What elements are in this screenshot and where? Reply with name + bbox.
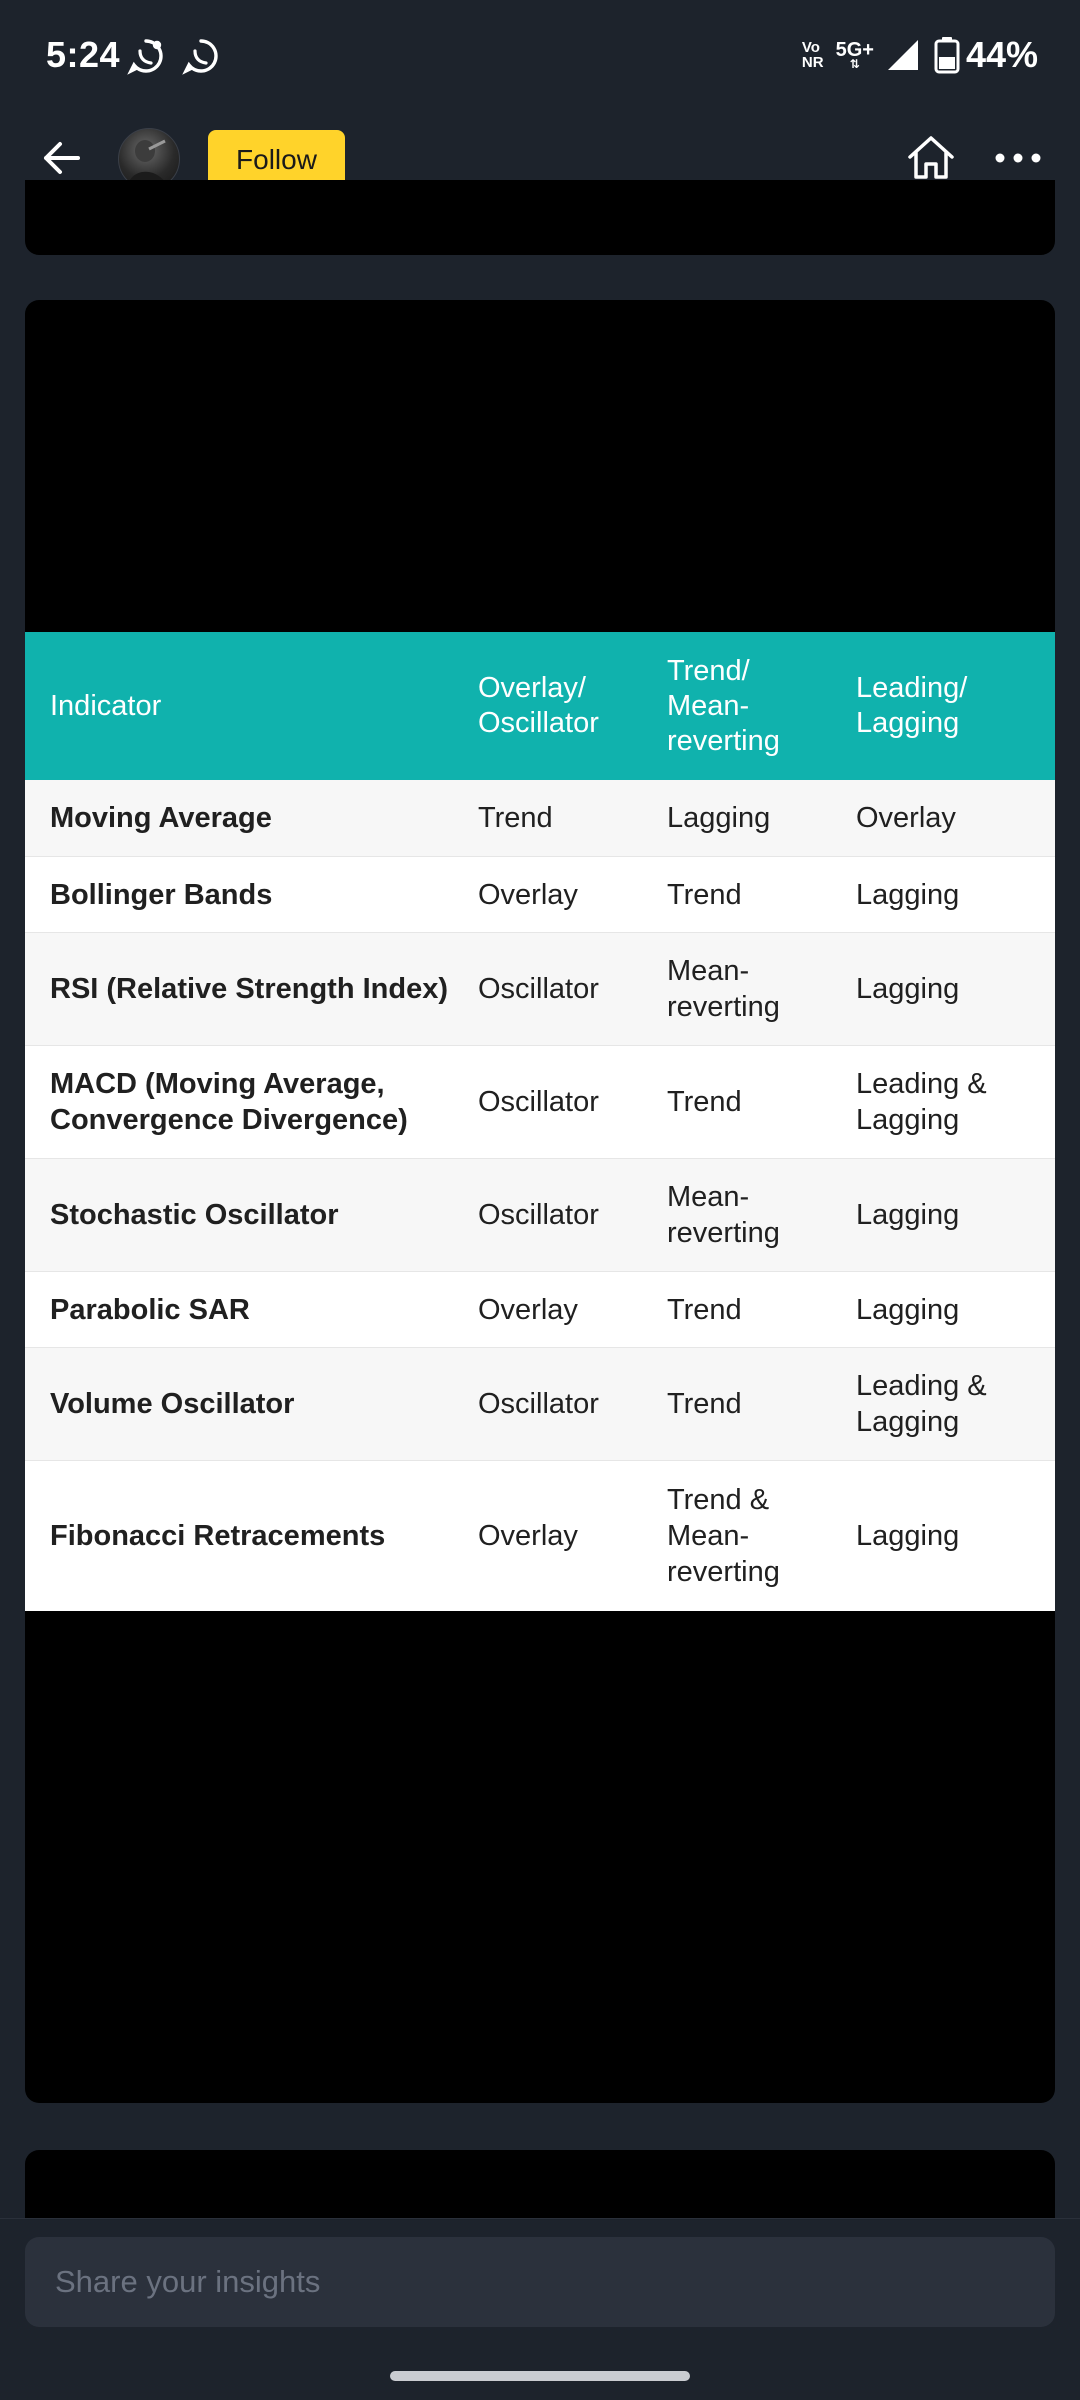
indicator-table-image	[25, 632, 1055, 1611]
table-cell: Leading & Lagging	[856, 1068, 987, 1136]
table-cell: MACD (Moving Average, Convergence Divergence)	[50, 1068, 408, 1136]
table-cell: Lagging	[856, 1520, 960, 1552]
volte-indicator: Vo NR	[801, 39, 824, 71]
table-cell: Mean- reverting	[667, 1181, 780, 1249]
table-cell: Mean- reverting	[667, 955, 780, 1023]
table-header	[25, 632, 1055, 780]
share-insights-input[interactable]	[25, 2237, 1055, 2327]
table-cell: Overlay	[478, 1293, 578, 1326]
status-time: 5:24	[46, 34, 121, 75]
table-cell: Trend	[667, 1388, 742, 1420]
table-header-cell: Leading/ Lagging	[856, 672, 968, 739]
table-row	[25, 857, 1055, 932]
table-cell: Oscillator	[478, 973, 599, 1005]
more-horizontal-icon[interactable]	[992, 140, 1044, 176]
status-bar	[0, 0, 1080, 110]
table-cell: Overlay	[478, 1520, 578, 1552]
table-row	[25, 1046, 1055, 1158]
table-row	[25, 1272, 1055, 1347]
table-cell: Lagging	[856, 878, 960, 911]
table-cell: Trend	[667, 1293, 742, 1326]
table-row	[25, 1348, 1055, 1460]
table-row	[25, 1461, 1055, 1611]
table-cell: Lagging	[667, 802, 771, 834]
table-cell: Trend	[667, 1086, 742, 1118]
arrow-left-icon[interactable]	[38, 134, 86, 182]
table-cell: Volume Oscillator	[50, 1388, 295, 1420]
table-cell: Moving Average	[50, 802, 272, 834]
table-cell: Trend	[667, 878, 742, 911]
table-row	[25, 780, 1055, 856]
follow-button[interactable]: Follow	[208, 130, 345, 190]
status-indicators	[802, 32, 1038, 78]
table-cell: Lagging	[856, 1293, 960, 1326]
table-cell: Bollinger Bands	[50, 878, 273, 911]
table-row	[25, 1159, 1055, 1271]
table-cell: Trend	[478, 802, 553, 834]
table-cell: Stochastic Oscillator	[50, 1199, 339, 1231]
table-header-cell: Overlay/ Oscillator	[478, 672, 599, 739]
table-cell: RSI (Relative Strength Index)	[50, 973, 449, 1005]
signal-icon	[886, 38, 920, 72]
table-cell: Oscillator	[478, 1388, 599, 1420]
table-cell: Fibonacci Retracements	[50, 1520, 386, 1552]
table-row	[25, 933, 1055, 1045]
table-cell: Oscillator	[478, 1086, 599, 1118]
battery-icon	[934, 36, 960, 74]
comment-composer-bar	[0, 2218, 1080, 2400]
feed-image-card[interactable]	[25, 300, 1055, 2103]
table-cell: Overlay	[478, 878, 578, 911]
table-header-cell: Trend/ Mean- reverting	[667, 654, 780, 757]
battery-percentage: 44%	[965, 34, 1038, 75]
network-type: 5G+ ⇅	[835, 39, 874, 71]
table-cell: Lagging	[856, 973, 960, 1005]
feed-image-card[interactable]	[25, 180, 1055, 255]
table-cell: Parabolic SAR	[50, 1293, 250, 1326]
whatsapp-icon	[126, 36, 166, 76]
home-icon[interactable]	[905, 132, 957, 184]
table-header-cell: Indicator	[50, 689, 162, 722]
table-cell: Leading & Lagging	[856, 1370, 987, 1438]
whatsapp-icon	[181, 36, 221, 76]
table-cell: Lagging	[856, 1199, 960, 1231]
table-cell: Overlay	[856, 802, 956, 834]
table-cell: Oscillator	[478, 1199, 599, 1231]
gesture-home-indicator[interactable]	[390, 2371, 690, 2381]
table-cell: Trend & Mean- reverting	[667, 1484, 780, 1588]
